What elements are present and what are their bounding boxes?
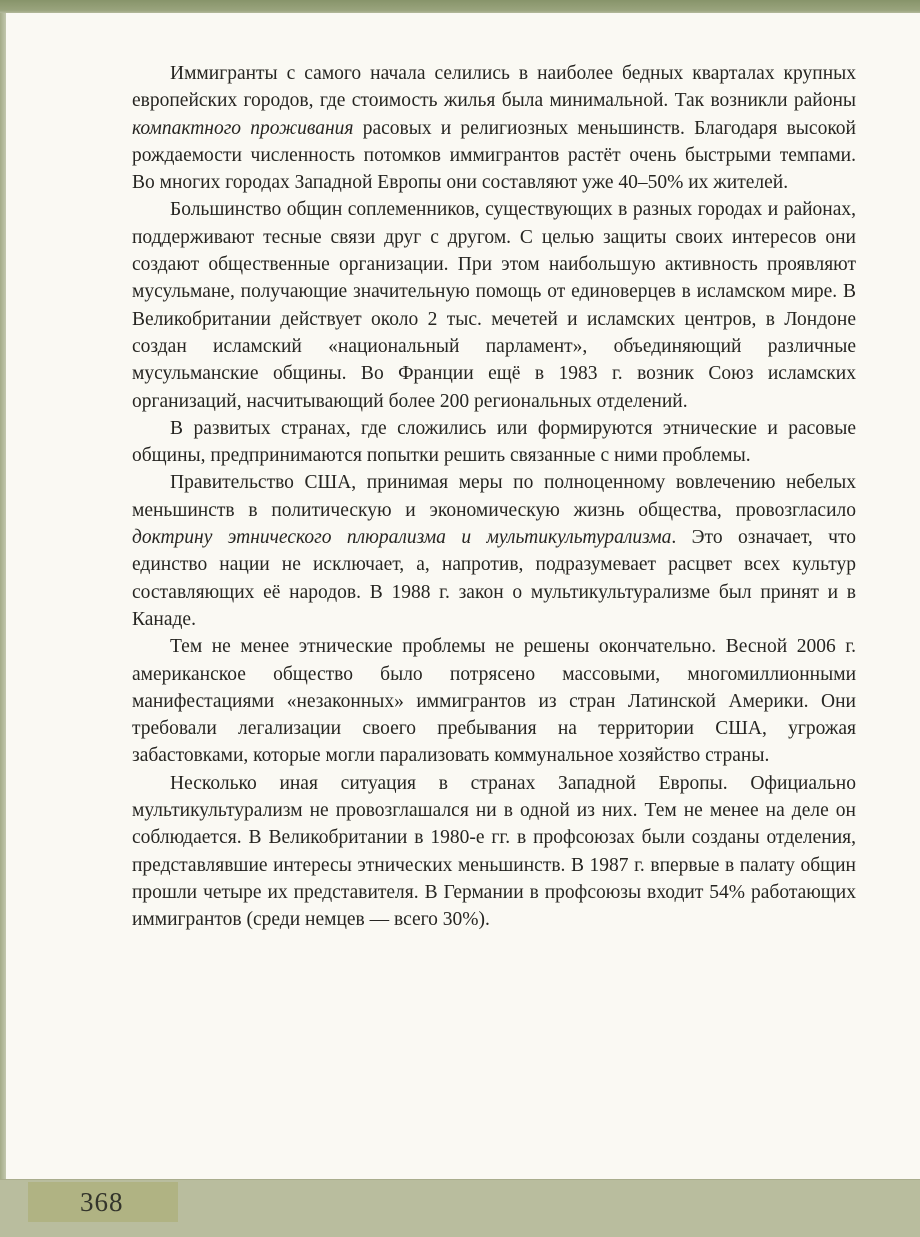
text-run: Большинство общин соплеменников, существующих в разных городах и районах, поддерживают тесные связи друг с другом. С целью защиты своих интересов они создают общественные организации. При этом наибольшую активность проявляют мусульмане, получающие значительную помощь от единоверцев в исламском мире. В Великобритании действует около 2 тыс. мечетей и исламских центров, в Лондоне создан исламский «национальный парламент», объединяющий различные мусульманские общины. Во Франции ещё в 1983 г. возник Союз исламских организаций, насчитывающий более 200 региональных отделений. <box>132 199 856 412</box>
text-run: Правительство США, принимая меры по полноценному вовлечению небелых меньшинств в политическую и экономическую жизнь общества, провозгласило <box>132 472 856 521</box>
text-run: расовых и религиозных меньшинств. Благодаря высокой рождаемости численность потомков иммигрантов растёт очень быстрыми темпами. Во многих городах Западной Европы они составляют уже 40–50% их жителей. <box>132 117 856 194</box>
text-run: Несколько иная ситуация в странах Западной Европы. Официально мультикультурализм не провозглашался ни в одной из них. Тем не менее на деле он соблюдается. В Великобритании в 1980-е гг. в профсоюзах были созданы отделения, представлявшие интересы этнических меньшинств. В 1987 г. впервые в палату общин прошли четыре их представителя. В Германии в профсоюзы входит 54% работающих иммигрантов (среди немцев — всего 30%). <box>132 772 856 931</box>
paragraph <box>132 60 856 196</box>
paragraph <box>132 770 856 934</box>
paragraph <box>132 196 856 414</box>
paragraph <box>132 633 856 769</box>
text-run: . Это означает, что единство нации не исключает, а, напротив, подразумевает расцвет всех культур составляющих её народов. В 1988 г. закон о мультикультурализме был принят и в Канаде. <box>132 527 856 630</box>
paragraph <box>132 415 856 470</box>
page-number-tab <box>28 1182 178 1222</box>
italic-text-run: доктрину этнического плюрализма и мультикультурализма <box>132 527 672 549</box>
scan-edge-left <box>0 13 6 1180</box>
text-run: В развитых странах, где сложились или формируются этнические и расовые общины, предпринимаются попытки решить связанные с ними проблемы. <box>132 417 856 467</box>
page-number: 368 <box>80 1186 124 1217</box>
scan-edge-top <box>0 0 920 13</box>
text-block <box>132 60 856 934</box>
text-run: Тем не менее этнические проблемы не решены окончательно. Весной 2006 г. американское общество было потрясено массовыми, многомиллионными манифестациями «незаконных» иммигрантов из стран Латинской Америки. Они требовали легализации своего пребывания на территории США, угрожая забастовками, которые могли парализовать коммунальное хозяйство страны. <box>132 636 856 767</box>
italic-text-run: компактного проживания <box>132 117 354 139</box>
text-run: Иммигранты с самого начала селились в наиболее бедных кварталах крупных европейских городов, где стоимость жилья была минимальной. Так возникли районы <box>132 63 856 112</box>
paragraph <box>132 469 856 633</box>
